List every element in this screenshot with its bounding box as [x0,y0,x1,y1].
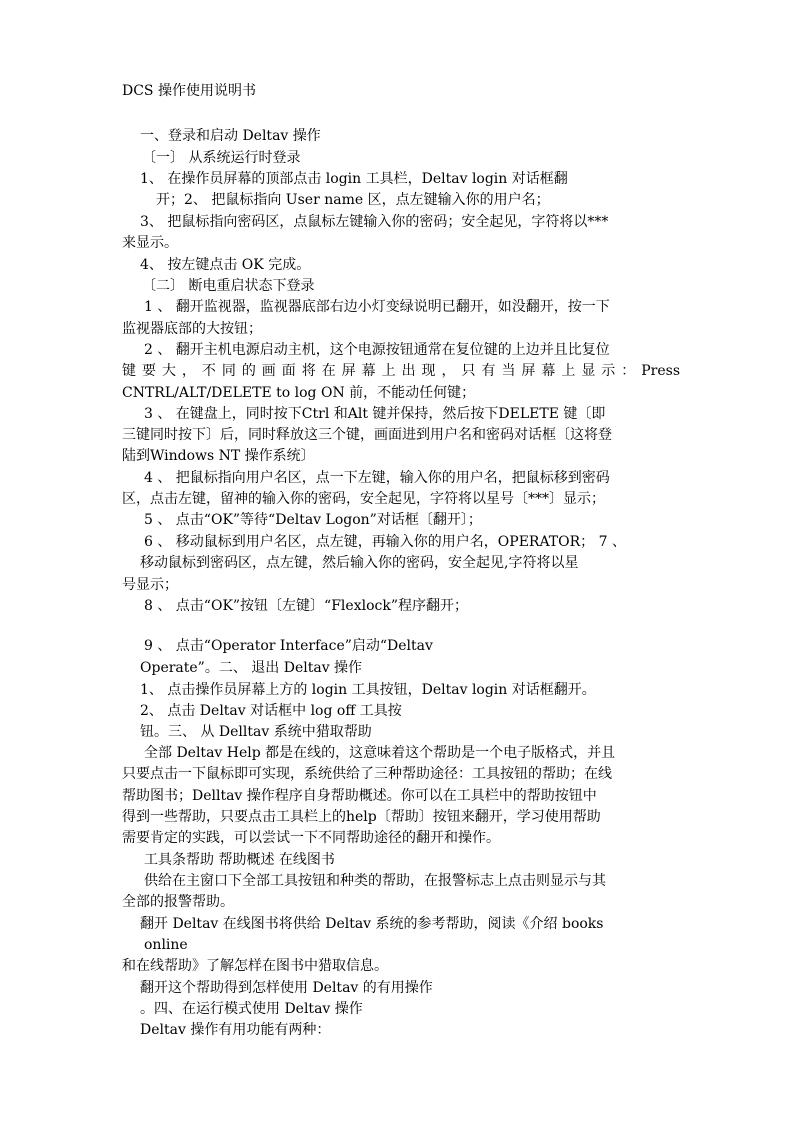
text-line: 帮助图书；Delltav 操作程序自身帮助概述。你可以在工具栏中的帮助按钮中 [122,788,597,804]
text-line: 3、 把鼠标指向密码区，点鼠标左键输入你的密码；安全起见，字符将以*** [140,214,609,230]
text-line: online [144,937,188,953]
text-line: 得到一些帮助，只要点击工具栏上的help〔帮助〕按钮来翻开，学习使用帮助 [122,809,601,825]
section-heading-logout: Operate”。二、 退出 Deltav 操作 [140,660,363,676]
text-line: 翻开 Deltav 在线图书将供给 Deltav 系统的参考帮助，阅读《介绍 books [140,916,604,932]
text-line: 区，点击左键，留神的输入你的密码，安全起见，字符将以星号〔***〕显示； [122,491,605,507]
text-line: 1、 在操作员屏幕的顶部点击 login 工具栏，Deltav login 对话框翻 [140,171,568,187]
text-line: CNTRL/ALT/DELETE to log ON 前，不能动任何键； [122,385,476,401]
text-line: 来显示。 [122,235,178,251]
text-line: 开；2、 把鼠标指向 User name 区，点左键输入你的用户名； [156,192,550,208]
document-title: DCS 操作使用说明书 [122,83,256,99]
text-line: 只要点击一下鼠标即可实现，系统供给了三种帮助途径：工具按钮的帮助；在线 [122,766,612,782]
text-line: 8 、 点击“OK”按钮〔左键〕“Flexlock”程序翻开； [144,598,468,614]
text-line: 需要肯定的实践，可以尝试一下不同帮助途径的翻开和操作。 [122,830,500,846]
text-line: 全部 Deltav Help 都是在线的，这意味着这个帮助是一个电子版格式，并且 [144,745,616,761]
text-line: 6 、 移动鼠标到用户名区，点左键，再输入你的用户名，OPERATOR； 7 、 [144,534,626,550]
text-line: 移动鼠标到密码区，点左键，然后输入你的密码，安全起见,字符将以星 [140,555,579,571]
text-line: 5 、 点击“OK”等待“Deltav Logon”对话框〔翻开〕； [144,512,482,528]
text-line: 三键同时按下〕后，同时释放这三个键，画面进到用户名和密码对话框〔这将登 [122,427,612,443]
text-line: 和在线帮助》了解怎样在图书中猎取信息。 [122,958,388,974]
section-heading-run-mode: 。四、在运行模式使用 Deltav 操作 [140,1001,363,1017]
text-line: 监视器底部的大按钮； [122,321,262,337]
section-heading-help: 钮。三、 从 Delltav 系统中猎取帮助 [140,724,372,740]
text-line: 2 、 翻开主机电源启动主机，这个电源按钮通常在复位键的上边并且比复位 [144,342,610,358]
text-line: 键要大，不同的画面将在屏幕上出现，只有当屏幕上显示：Press [122,363,680,379]
text-line: 4 、 把鼠标指向用户名区，点一下左键，输入你的用户名，把鼠标移到密码 [144,470,610,486]
text-line: Deltav 操作有用功能有两种： [140,1022,331,1038]
text-line: 号显示； [122,577,178,593]
subsection-heading: 〔一〕 从系统运行时登录 [142,150,301,166]
text-line: 2、 点击 Deltav 对话框中 log off 工具按 [140,703,402,719]
text-line: 3 、 在键盘上，同时按下Ctrl 和Alt 键并保持，然后按下DELETE 键〔即 [144,406,606,422]
text-line: 陆到Windows NT 操作系统〕 [122,448,315,464]
text-line: 供给在主窗口下全部工具按钮和种类的帮助，在报警标志上点击则显示与其 [144,873,606,889]
text-line: 4、 按左键点击 OK 完成。 [140,257,311,273]
text-line: 工具条帮助 帮助概述 在线图书 [144,852,335,868]
text-line: 1 、 翻开监视器，监视器底部右边小灯变绿说明已翻开，如没翻开，按一下 [144,299,610,315]
subsection-heading: 〔二〕 断电重启状态下登录 [142,278,315,294]
section-heading-login: 一、登录和启动 Deltav 操作 [140,128,321,144]
text-line: 1、 点击操作员屏幕上方的 login 工具按钮，Deltav login 对话框翻开。 [140,682,596,698]
text-line: 9 、 点击“Operator Interface”启动“Deltav [144,638,433,654]
text-line: 全部的报警帮助。 [122,894,234,910]
text-line: 翻开这个帮助得到怎样使用 Deltav 的有用操作 [140,980,433,996]
